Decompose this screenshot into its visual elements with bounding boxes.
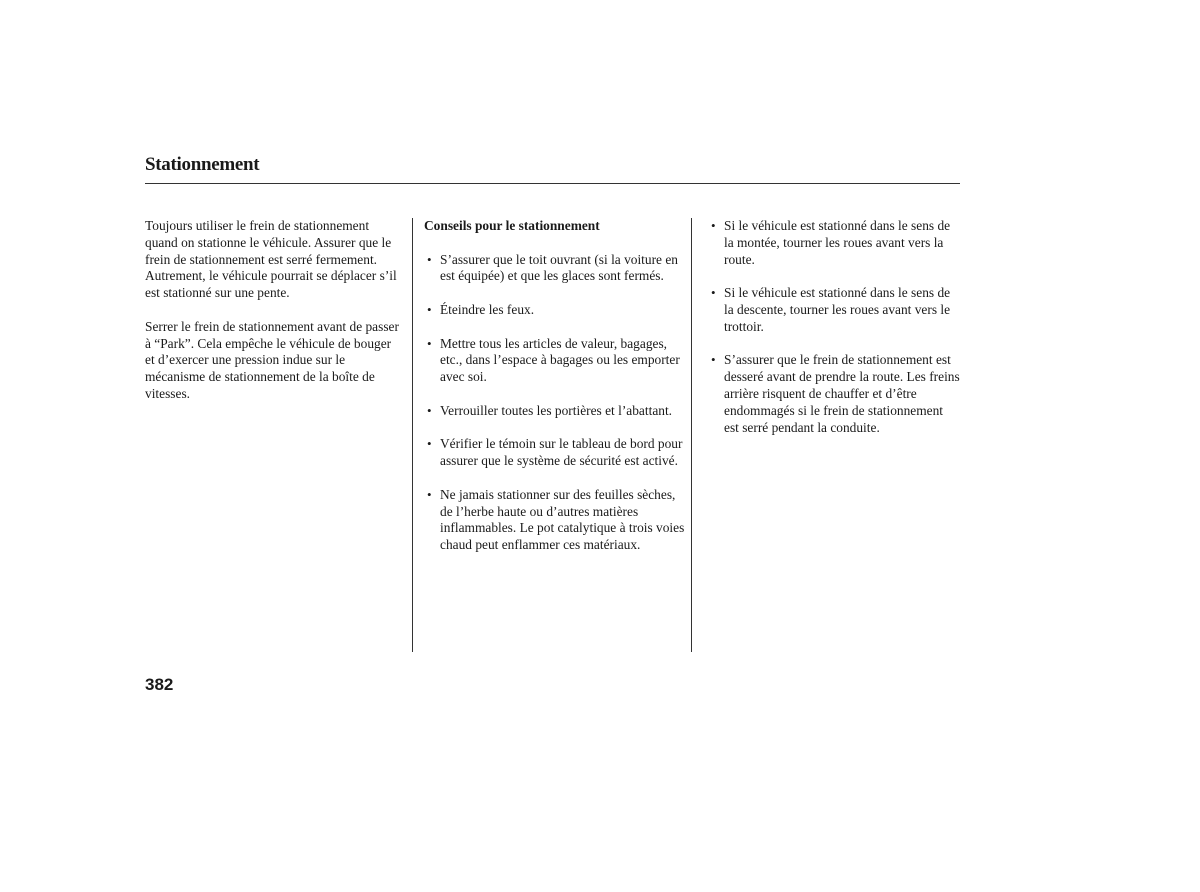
bullet-icon: • — [427, 436, 432, 452]
list-item-text: Si le véhicule est stationné dans le sens de la descente, tourner les roues avant vers le trottoir. — [724, 285, 951, 334]
bullet-icon: • — [427, 251, 432, 267]
list-item-text: Ne jamais stationner sur des feuilles sèches, de l’herbe haute ou d’autres matières inflammables. Le pot catalytique à trois voies chaud peut enflammer ces matériaux. — [440, 486, 685, 553]
list-item — [424, 403, 686, 420]
intro-column — [145, 218, 403, 420]
list-item — [708, 352, 960, 436]
bullet-icon: • — [711, 285, 716, 301]
page-number: 382 — [145, 675, 174, 694]
page-title: Stationnement — [145, 154, 260, 175]
list-item — [424, 302, 686, 319]
list-item — [424, 336, 686, 386]
section-heading: Conseils pour le stationnement — [424, 218, 600, 233]
bullet-icon: • — [711, 352, 716, 368]
list-item — [708, 218, 960, 268]
tips-column — [424, 218, 686, 571]
intro-paragraph: Toujours utiliser le frein de stationnement quand on stationne le véhicule. Assurer que le frein de stationnement est serré fermement. Autrement, le véhicule pourrait se déplacer s’il est stationné sur une pente. — [145, 218, 397, 301]
list-item-text: Vérifier le témoin sur le tableau de bord pour assurer que le système de sécurité est activé. — [440, 436, 683, 469]
column-divider — [412, 218, 413, 652]
slope-column — [708, 218, 960, 453]
bullet-icon: • — [711, 218, 716, 233]
list-item — [424, 252, 686, 286]
bullet-icon: • — [427, 486, 432, 502]
list-item — [424, 436, 686, 470]
title-rule — [145, 183, 960, 184]
list-item-text: S’assurer que le frein de stationnement est desseré avant de prendre la route. Les freins arrière risquent de chauffer et d’être endommagés si le frein de stationnement est serré pendant la conduite. — [724, 352, 960, 435]
bullet-icon: • — [427, 301, 432, 317]
intro-paragraph: Serrer le frein de stationnement avant de passer à “Park”. Cela empêche le véhicule de bouger et d’exercer une pression indue sur le mécanisme de stationnement de la boîte de vitesses. — [145, 318, 399, 401]
list-item — [424, 487, 686, 554]
column-divider — [691, 218, 692, 652]
list-item-text: S’assurer que le toit ouvrant (si la voiture en est équipée) et que les glaces sont fermés. — [440, 251, 678, 284]
tips-list — [424, 252, 686, 554]
list-item-text: Mettre tous les articles de valeur, bagages, etc., dans l’espace à bagages ou les emporter avec soi. — [440, 335, 680, 385]
list-item-text: Verrouiller toutes les portières et l’abattant. — [440, 402, 673, 418]
bullet-icon: • — [427, 402, 432, 418]
list-item-text: Si le véhicule est stationné dans le sens de la montée, tourner les roues avant vers la route. — [724, 218, 951, 267]
list-item-text: Éteindre les feux. — [440, 301, 535, 317]
slope-list — [708, 218, 960, 436]
bullet-icon: • — [427, 335, 432, 351]
list-item — [708, 285, 960, 335]
